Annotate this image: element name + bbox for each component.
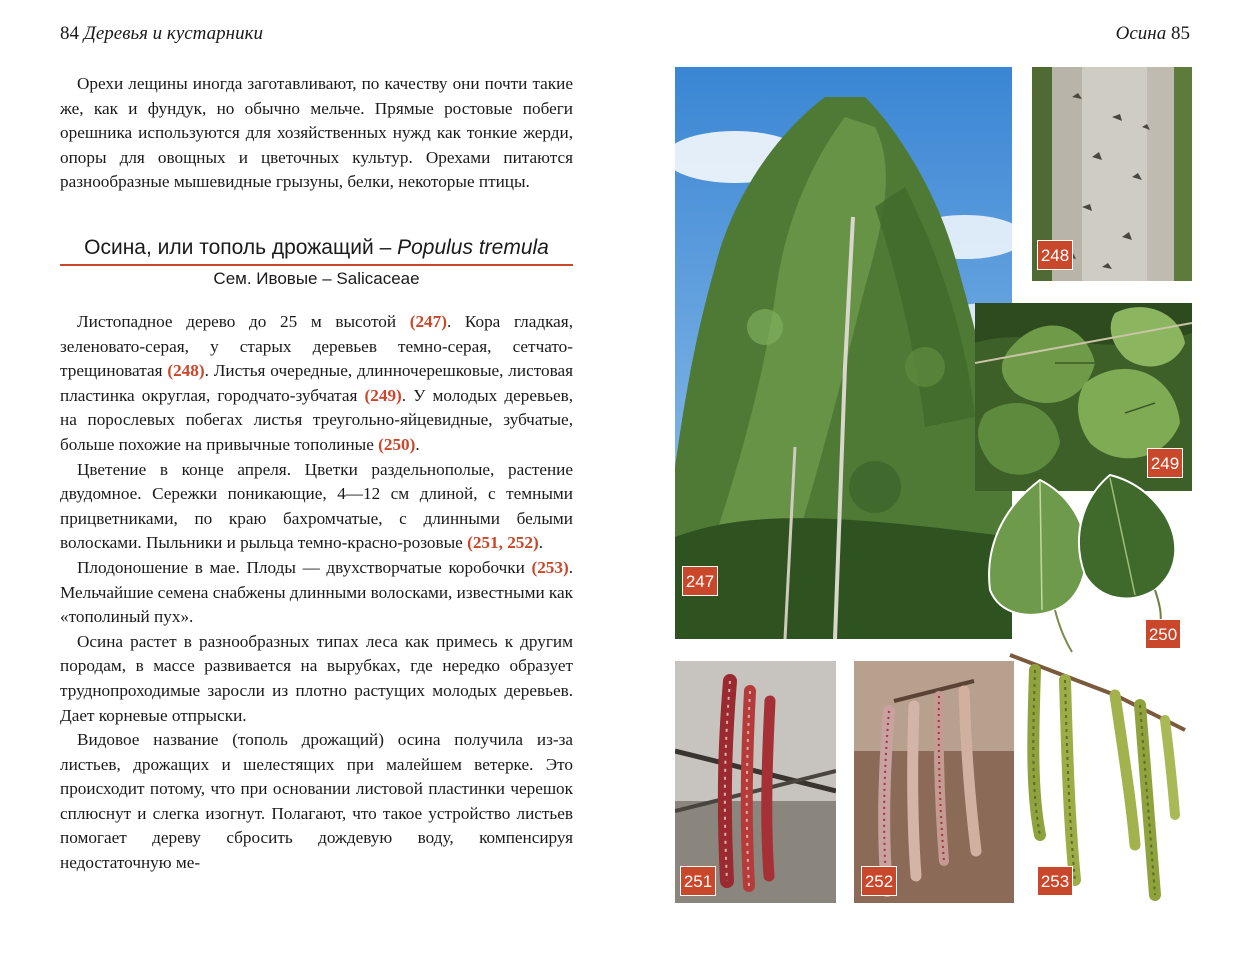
figure-badge-247: 247	[682, 566, 718, 596]
paragraph-habitat: Осина растет в разнообразных типах леса как примесь к другим породам, в массе развивается на вырубках, где нередко образует труднопроходимые заросли из плотно растущих молодых деревьев. Дает корневые отпрыски.	[60, 631, 573, 725]
species-title-dash: –	[373, 236, 398, 259]
running-head-left	[60, 22, 263, 46]
figure-ref-249: (249)	[364, 385, 402, 405]
cutout-fruiting-catkins	[1005, 650, 1190, 905]
text-run: . Листья очередные, длинночерешковые, листовая пластинка округлая, городчато-зубчатая	[60, 361, 573, 405]
running-head-right	[1116, 22, 1190, 46]
figure-ref-250: (250)	[378, 434, 416, 454]
paragraph-description	[60, 310, 573, 458]
figure-badge-250: 250	[1145, 619, 1181, 649]
figure-ref-253: (253)	[531, 557, 569, 577]
text-run: . У молодых деревьев, на порослевых побегах листья треугольно-яйцевидные, зубчатые, больше похожие на привычные тополиные	[60, 385, 573, 454]
text-run: Цветение в конце апреля. Цветки раздельнополые, растение двудомное. Сережки поникающие, 4—12 см длиной, с темными прицветниками, по краю бахромчатые, с длинными белыми волосками. Пыльники и рыльца темно-красно-розовые	[60, 459, 573, 553]
figure-ref-251-252: (251, 252)	[467, 533, 539, 553]
figure-badge-253: 253	[1037, 866, 1073, 896]
species-heading	[60, 234, 573, 290]
page-number-left: 84	[60, 23, 79, 44]
figure-ref-247: (247)	[409, 312, 447, 331]
text-run: .	[415, 434, 420, 454]
paragraph-name-origin: Видовое название (тополь дрожащий) осина получила из-за листьев, дрожащих и шелестящих при малейшем ветерке. Это происходит потому, что при основании листовой пластинки черешок сплюснут и слегка изогнут. Полагают, что такое устройство листьев помогает дереву сбросить дождевую воду, компенсируя недостаточную ме-	[60, 730, 573, 873]
species-family: Сем. Ивовые – Salicaceae	[213, 269, 420, 288]
paragraph-fruiting	[60, 556, 573, 630]
paragraph-flowering	[60, 458, 573, 556]
species-common-name: Осина, или тополь дрожащий	[84, 236, 374, 259]
text-run: Листопадное дерево до 25 м высотой	[77, 312, 410, 331]
figure-badge-252: 252	[861, 866, 897, 896]
text-run: . Кора гладкая, зеленовато-серая, у старых деревьев темно-серая, сетчато-трещиноватая	[60, 312, 573, 381]
figure-badge-251: 251	[680, 866, 716, 896]
figure-badge-248: 248	[1037, 240, 1073, 270]
species-description	[60, 310, 573, 876]
figure-badge-249: 249	[1147, 448, 1183, 478]
running-title-left: Деревья и кустарники	[83, 23, 263, 44]
figure-ref-248: (248)	[167, 361, 205, 381]
text-run: .	[538, 533, 543, 553]
photo-tree	[675, 67, 1012, 639]
tree-illustration	[675, 67, 1012, 639]
right-page	[625, 0, 1250, 961]
intro-text	[60, 72, 573, 195]
page-number-right: 85	[1171, 23, 1190, 44]
text-run: Плодоношение в мае. Плоды — двухстворчатые коробочки	[77, 557, 532, 577]
species-title	[60, 234, 573, 266]
text-run: . Мельчайшие семена снабжены длинными волосками, известными как «тополиный пух».	[60, 557, 574, 627]
intro-paragraph: Орехи лещины иногда заготавливают, по качеству они почти такие же, как и фундук, но обычно мельче. Прямые ростовые побеги орешника используются для хозяйственных нужд как тонкие жерди, опоры для овощных и цветочных культур. Орехами питаются разнообразные мышевидные грызуны, белки, некоторые птицы.	[60, 74, 573, 192]
running-title-right: Осина	[1115, 23, 1167, 44]
species-latin-name: Populus tremula	[397, 236, 549, 259]
